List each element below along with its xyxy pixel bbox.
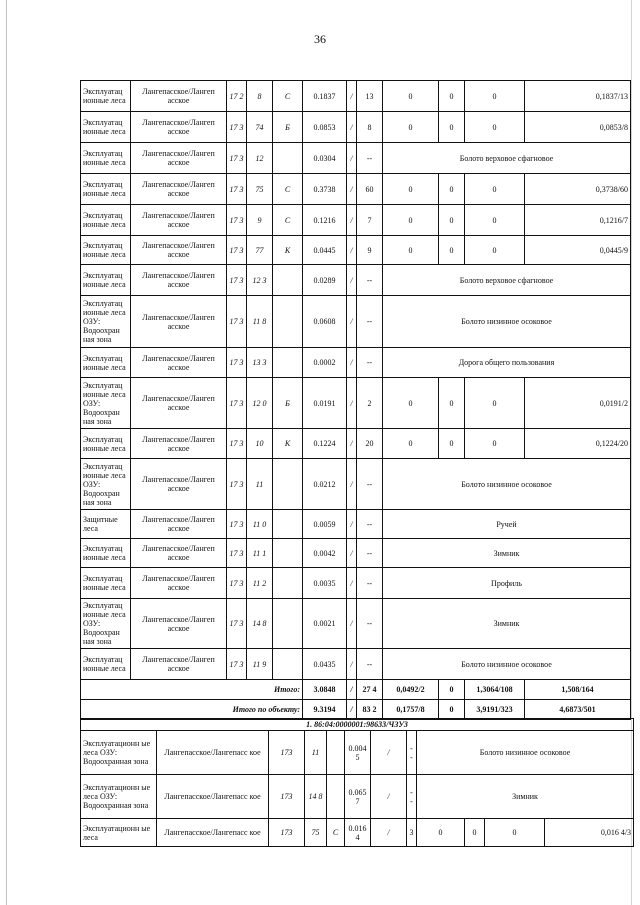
species-cell bbox=[273, 649, 303, 680]
land-type-cell: Ручей bbox=[383, 510, 631, 539]
forest-category-cell: Защитные леса bbox=[81, 510, 131, 539]
area-cell: 0.0853 bbox=[303, 112, 347, 143]
quarter-cell: 173 bbox=[269, 819, 305, 847]
quarter-cell: 173 bbox=[269, 775, 305, 819]
allotment-cell: 12 bbox=[247, 143, 273, 174]
slash-cell: / bbox=[347, 429, 357, 459]
quarter-cell: 17 3 bbox=[227, 296, 247, 348]
species-cell bbox=[273, 510, 303, 539]
total-value-cell: 0,1837/13 bbox=[525, 81, 631, 112]
species-cell: К bbox=[273, 236, 303, 265]
table-row bbox=[81, 649, 631, 680]
total-value-cell: 0 bbox=[439, 700, 465, 720]
total-volume-cell: 83 2 bbox=[357, 700, 383, 720]
area-cell: 0.0445 bbox=[303, 236, 347, 265]
value-cell: 0 bbox=[465, 819, 485, 847]
forest-category-cell: Эксплуатац ионные леса bbox=[81, 174, 131, 205]
value-cell: 0 bbox=[465, 429, 525, 459]
quarter-cell: 17 3 bbox=[227, 459, 247, 510]
allotment-cell: 14 8 bbox=[247, 599, 273, 649]
total-value-cell: 0,0853/8 bbox=[525, 112, 631, 143]
table-row bbox=[81, 112, 631, 143]
table-row bbox=[81, 81, 631, 112]
volume-cell: 3 bbox=[407, 819, 417, 847]
area-cell: 0.004 5 bbox=[345, 731, 371, 775]
value-cell: 0 bbox=[485, 819, 545, 847]
forest-category-cell: Эксплуатац ионные леса bbox=[81, 568, 131, 599]
quarter-cell: 17 3 bbox=[227, 599, 247, 649]
total-area-cell: 3.0848 bbox=[303, 680, 347, 700]
table-row bbox=[81, 568, 631, 599]
table-row bbox=[81, 348, 631, 378]
land-type-cell: Зимник bbox=[383, 539, 631, 568]
land-type-cell: Болото верховое сфагновое bbox=[383, 143, 631, 174]
species-cell: С bbox=[273, 81, 303, 112]
forestry-cell: Лангепасское/Лангеп асское bbox=[131, 378, 227, 429]
volume-cell: 8 bbox=[357, 112, 383, 143]
slash-cell: / bbox=[371, 775, 407, 819]
total-value-cell: 0,3738/60 bbox=[525, 174, 631, 205]
quarter-cell: 17 3 bbox=[227, 510, 247, 539]
forestry-cell: Лангепасское/Лангеп асское bbox=[131, 81, 227, 112]
forestry-cell: Лангепасское/Лангеп асское bbox=[131, 265, 227, 296]
quarter-cell: 17 3 bbox=[227, 429, 247, 459]
plot-table bbox=[80, 718, 634, 847]
table-row bbox=[81, 510, 631, 539]
quarter-cell: 17 3 bbox=[227, 205, 247, 236]
land-type-cell: Дорога общего пользования bbox=[383, 348, 631, 378]
forestry-cell: Лангепасское/Лангепасс кое bbox=[157, 819, 269, 847]
area-cell: 0.0059 bbox=[303, 510, 347, 539]
table-row bbox=[81, 296, 631, 348]
forestry-cell: Лангепасское/Лангеп асское bbox=[131, 429, 227, 459]
forest-category-cell: Эксплуатационн ые леса bbox=[81, 819, 157, 847]
slash-cell: / bbox=[347, 378, 357, 429]
total-label-cell: Итого по объекту: bbox=[81, 700, 303, 720]
slash-cell: / bbox=[347, 205, 357, 236]
slash-cell: / bbox=[347, 236, 357, 265]
species-cell bbox=[273, 143, 303, 174]
total-value-cell: 0,016 4/3 bbox=[545, 819, 634, 847]
quarter-cell: 17 3 bbox=[227, 378, 247, 429]
volume-cell: -- bbox=[357, 539, 383, 568]
quarter-cell: 17 3 bbox=[227, 539, 247, 568]
forest-category-cell: Эксплуатац ионные леса ОЗУ: Водоохран ная зона bbox=[81, 459, 131, 510]
total-value-cell: 0,1757/8 bbox=[383, 700, 439, 720]
table-row bbox=[81, 539, 631, 568]
allotment-cell: 12 3 bbox=[247, 265, 273, 296]
value-cell: 0 bbox=[465, 81, 525, 112]
area-cell: 0.0021 bbox=[303, 599, 347, 649]
allotment-cell: 74 bbox=[247, 112, 273, 143]
slash-cell: / bbox=[347, 174, 357, 205]
species-cell bbox=[273, 599, 303, 649]
value-cell: 0 bbox=[439, 205, 465, 236]
slash-cell: / bbox=[347, 348, 357, 378]
total-value-cell: 1,508/164 bbox=[525, 680, 631, 700]
volume-cell: 20 bbox=[357, 429, 383, 459]
itogo-object-row bbox=[81, 700, 631, 720]
forest-category-cell: Эксплуатац ионные леса ОЗУ: Водоохран ная зона bbox=[81, 599, 131, 649]
area-cell: 0.016 4 bbox=[345, 819, 371, 847]
quarter-cell: 17 3 bbox=[227, 265, 247, 296]
table-row bbox=[81, 378, 631, 429]
forest-category-cell: Эксплуатац ионные леса ОЗУ: Водоохран ная зона bbox=[81, 378, 131, 429]
volume-cell: 13 bbox=[357, 81, 383, 112]
forest-category-cell: Эксплуатац ионные леса ОЗУ: Водоохран ная зона bbox=[81, 296, 131, 348]
land-type-cell: Профиль bbox=[383, 568, 631, 599]
quarter-cell: 17 3 bbox=[227, 568, 247, 599]
forest-category-cell: Эксплуатац ионные леса bbox=[81, 265, 131, 296]
species-cell bbox=[273, 348, 303, 378]
volume-cell: -- bbox=[357, 296, 383, 348]
value-cell: 0 bbox=[465, 112, 525, 143]
species-cell bbox=[273, 265, 303, 296]
volume-cell: -- bbox=[357, 348, 383, 378]
forestry-cell: Лангепасское/Лангеп асское bbox=[131, 174, 227, 205]
total-value-cell: 3,9191/323 bbox=[465, 700, 525, 720]
quarter-cell: 173 bbox=[269, 731, 305, 775]
volume-cell: -- bbox=[357, 459, 383, 510]
allotment-cell: 13 3 bbox=[247, 348, 273, 378]
total-label-cell: Итого: bbox=[81, 680, 303, 700]
volume-cell: -- bbox=[357, 510, 383, 539]
land-type-cell: Зимник bbox=[383, 599, 631, 649]
land-type-cell: Болото верховое сфагновое bbox=[383, 265, 631, 296]
forestry-cell: Лангепасское/Лангеп асское bbox=[131, 510, 227, 539]
page-number: 36 bbox=[314, 32, 326, 46]
species-cell bbox=[273, 568, 303, 599]
allotment-cell: 11 9 bbox=[247, 649, 273, 680]
allotment-cell: 10 bbox=[247, 429, 273, 459]
volume-cell: 60 bbox=[357, 174, 383, 205]
table-row bbox=[81, 819, 634, 847]
slash-cell: / bbox=[347, 599, 357, 649]
species-cell: К bbox=[273, 429, 303, 459]
forest-category-cell: Эксплуатац ионные леса bbox=[81, 205, 131, 236]
allotment-cell: 11 8 bbox=[247, 296, 273, 348]
forest-category-cell: Эксплуатац ионные леса bbox=[81, 143, 131, 174]
total-volume-cell: 27 4 bbox=[357, 680, 383, 700]
table-row bbox=[81, 599, 631, 649]
area-cell: 0.065 7 bbox=[345, 775, 371, 819]
quarter-cell: 17 3 bbox=[227, 236, 247, 265]
total-value-cell: 0,0492/2 bbox=[383, 680, 439, 700]
land-type-cell: Зимник bbox=[417, 775, 634, 819]
species-cell: С bbox=[273, 174, 303, 205]
allotment-cell: 77 bbox=[247, 236, 273, 265]
value-cell: 0 bbox=[383, 429, 439, 459]
quarter-cell: 17 3 bbox=[227, 649, 247, 680]
slash-cell: / bbox=[347, 459, 357, 510]
table-row bbox=[81, 143, 631, 174]
value-cell: 0 bbox=[439, 174, 465, 205]
plot-table-body bbox=[81, 719, 634, 847]
slash-cell: / bbox=[347, 649, 357, 680]
volume-cell: 9 bbox=[357, 236, 383, 265]
area-cell: 0.0435 bbox=[303, 649, 347, 680]
volume-cell: - - bbox=[407, 775, 417, 819]
value-cell: 0 bbox=[465, 236, 525, 265]
forestry-cell: Лангепасское/Лангеп асское bbox=[131, 539, 227, 568]
total-value-cell: 0,0445/9 bbox=[525, 236, 631, 265]
total-area-cell: 9.3194 bbox=[303, 700, 347, 720]
allotment-cell: 14 8 bbox=[305, 775, 327, 819]
allotment-cell: 75 bbox=[247, 174, 273, 205]
section-title: 1. 86:04:0000001:98633/ЧЗУ3 bbox=[81, 719, 634, 731]
land-type-cell: Болото низинное осоковое bbox=[383, 649, 631, 680]
allotment-cell: 9 bbox=[247, 205, 273, 236]
species-cell bbox=[327, 775, 345, 819]
area-cell: 0.0304 bbox=[303, 143, 347, 174]
forestry-cell: Лангепасское/Лангеп асское bbox=[131, 599, 227, 649]
forest-category-cell: Эксплуатационн ые леса ОЗУ: Водоохранная зона bbox=[81, 775, 157, 819]
slash-cell: / bbox=[347, 265, 357, 296]
table-row bbox=[81, 265, 631, 296]
quarter-cell: 17 3 bbox=[227, 112, 247, 143]
value-cell: 0 bbox=[465, 174, 525, 205]
area-cell: 0.0608 bbox=[303, 296, 347, 348]
value-cell: 0 bbox=[383, 81, 439, 112]
forestry-cell: Лангепасское/Лангеп асское bbox=[131, 348, 227, 378]
species-cell bbox=[273, 539, 303, 568]
area-cell: 0.1224 bbox=[303, 429, 347, 459]
area-cell: 0.0035 bbox=[303, 568, 347, 599]
value-cell: 0 bbox=[383, 236, 439, 265]
value-cell: 0 bbox=[383, 174, 439, 205]
forest-category-cell: Эксплуатац ионные леса bbox=[81, 81, 131, 112]
allotment-cell: 75 bbox=[305, 819, 327, 847]
species-cell: Б bbox=[273, 112, 303, 143]
forestry-cell: Лангепасское/Лангеп асское bbox=[131, 568, 227, 599]
species-cell: Б bbox=[273, 378, 303, 429]
quarter-cell: 17 3 bbox=[227, 174, 247, 205]
volume-cell: -- bbox=[357, 568, 383, 599]
slash-cell: / bbox=[347, 680, 357, 700]
value-cell: 0 bbox=[439, 429, 465, 459]
area-cell: 0.0191 bbox=[303, 378, 347, 429]
area-cell: 0.1837 bbox=[303, 81, 347, 112]
value-cell: 0 bbox=[439, 112, 465, 143]
itogo-row bbox=[81, 680, 631, 700]
section-title-row bbox=[81, 719, 634, 731]
forestry-cell: Лангепасское/Лангепасс кое bbox=[157, 775, 269, 819]
table-row bbox=[81, 174, 631, 205]
volume-cell: -- bbox=[357, 265, 383, 296]
allotment-cell: 11 0 bbox=[247, 510, 273, 539]
forest-category-cell: Эксплуатац ионные леса bbox=[81, 348, 131, 378]
volume-cell: - - bbox=[407, 731, 417, 775]
table-row bbox=[81, 205, 631, 236]
total-value-cell: 0,1224/20 bbox=[525, 429, 631, 459]
slash-cell: / bbox=[347, 112, 357, 143]
total-value-cell: 0,0191/2 bbox=[525, 378, 631, 429]
area-cell: 0.1216 bbox=[303, 205, 347, 236]
slash-cell: / bbox=[347, 568, 357, 599]
species-cell bbox=[273, 459, 303, 510]
species-cell bbox=[273, 296, 303, 348]
slash-cell: / bbox=[371, 819, 407, 847]
value-cell: 0 bbox=[465, 205, 525, 236]
forestry-cell: Лангепасское/Лангеп асское bbox=[131, 143, 227, 174]
forestry-cell: Лангепасское/Лангепасс кое bbox=[157, 731, 269, 775]
allotment-cell: 11 bbox=[247, 459, 273, 510]
forest-category-cell: Эксплуатац ионные леса bbox=[81, 236, 131, 265]
forest-table bbox=[80, 80, 631, 720]
volume-cell: 2 bbox=[357, 378, 383, 429]
quarter-cell: 17 3 bbox=[227, 348, 247, 378]
allotment-cell: 11 1 bbox=[247, 539, 273, 568]
species-cell bbox=[327, 731, 345, 775]
species-cell: С bbox=[273, 205, 303, 236]
value-cell: 0 bbox=[439, 378, 465, 429]
area-cell: 0.0002 bbox=[303, 348, 347, 378]
scan-edge-left bbox=[6, 0, 7, 905]
allotment-cell: 11 2 bbox=[247, 568, 273, 599]
value-cell: 0 bbox=[439, 81, 465, 112]
area-cell: 0.0289 bbox=[303, 265, 347, 296]
quarter-cell: 17 3 bbox=[227, 143, 247, 174]
total-value-cell: 4,6873/501 bbox=[525, 700, 631, 720]
forestry-cell: Лангепасское/Лангеп асское bbox=[131, 296, 227, 348]
land-type-cell: Болото низинное осоковое bbox=[383, 296, 631, 348]
value-cell: 0 bbox=[383, 378, 439, 429]
quarter-cell: 17 2 bbox=[227, 81, 247, 112]
total-value-cell: 0 bbox=[439, 680, 465, 700]
slash-cell: / bbox=[347, 539, 357, 568]
allotment-cell: 11 bbox=[305, 731, 327, 775]
area-cell: 0.0042 bbox=[303, 539, 347, 568]
forest-category-cell: Эксплуатац ионные леса bbox=[81, 112, 131, 143]
forest-category-cell: Эксплуатац ионные леса bbox=[81, 539, 131, 568]
forestry-cell: Лангепасское/Лангеп асское bbox=[131, 236, 227, 265]
land-type-cell: Болото низинное осоковое bbox=[383, 459, 631, 510]
land-type-cell: Болото низинное осоковое bbox=[417, 731, 634, 775]
table-row bbox=[81, 429, 631, 459]
value-cell: 0 bbox=[383, 205, 439, 236]
slash-cell: / bbox=[347, 296, 357, 348]
table-row bbox=[81, 459, 631, 510]
volume-cell: -- bbox=[357, 143, 383, 174]
forestry-cell: Лангепасское/Лангеп асское bbox=[131, 459, 227, 510]
slash-cell: / bbox=[347, 510, 357, 539]
area-cell: 0.0212 bbox=[303, 459, 347, 510]
total-value-cell: 0,1216/7 bbox=[525, 205, 631, 236]
value-cell: 0 bbox=[465, 378, 525, 429]
area-cell: 0.3738 bbox=[303, 174, 347, 205]
forestry-cell: Лангепасское/Лангеп асское bbox=[131, 112, 227, 143]
value-cell: 0 bbox=[383, 112, 439, 143]
slash-cell: / bbox=[347, 700, 357, 720]
forest-category-cell: Эксплуатационн ые леса ОЗУ: Водоохранная зона bbox=[81, 731, 157, 775]
allotment-cell: 12 0 bbox=[247, 378, 273, 429]
value-cell: 0 bbox=[439, 236, 465, 265]
volume-cell: -- bbox=[357, 599, 383, 649]
species-cell: С bbox=[327, 819, 345, 847]
slash-cell: / bbox=[371, 731, 407, 775]
slash-cell: / bbox=[347, 143, 357, 174]
forest-category-cell: Эксплуатац ионные леса bbox=[81, 429, 131, 459]
value-cell: 0 bbox=[417, 819, 465, 847]
slash-cell: / bbox=[347, 81, 357, 112]
forestry-cell: Лангепасское/Лангеп асское bbox=[131, 205, 227, 236]
forest-table-body bbox=[81, 81, 631, 720]
table-row bbox=[81, 731, 634, 775]
table-row bbox=[81, 236, 631, 265]
table-row bbox=[81, 775, 634, 819]
volume-cell: 7 bbox=[357, 205, 383, 236]
forestry-cell: Лангепасское/Лангеп асское bbox=[131, 649, 227, 680]
forest-category-cell: Эксплуатац ионные леса bbox=[81, 649, 131, 680]
volume-cell: -- bbox=[357, 649, 383, 680]
allotment-cell: 8 bbox=[247, 81, 273, 112]
total-value-cell: 1,3064/108 bbox=[465, 680, 525, 700]
